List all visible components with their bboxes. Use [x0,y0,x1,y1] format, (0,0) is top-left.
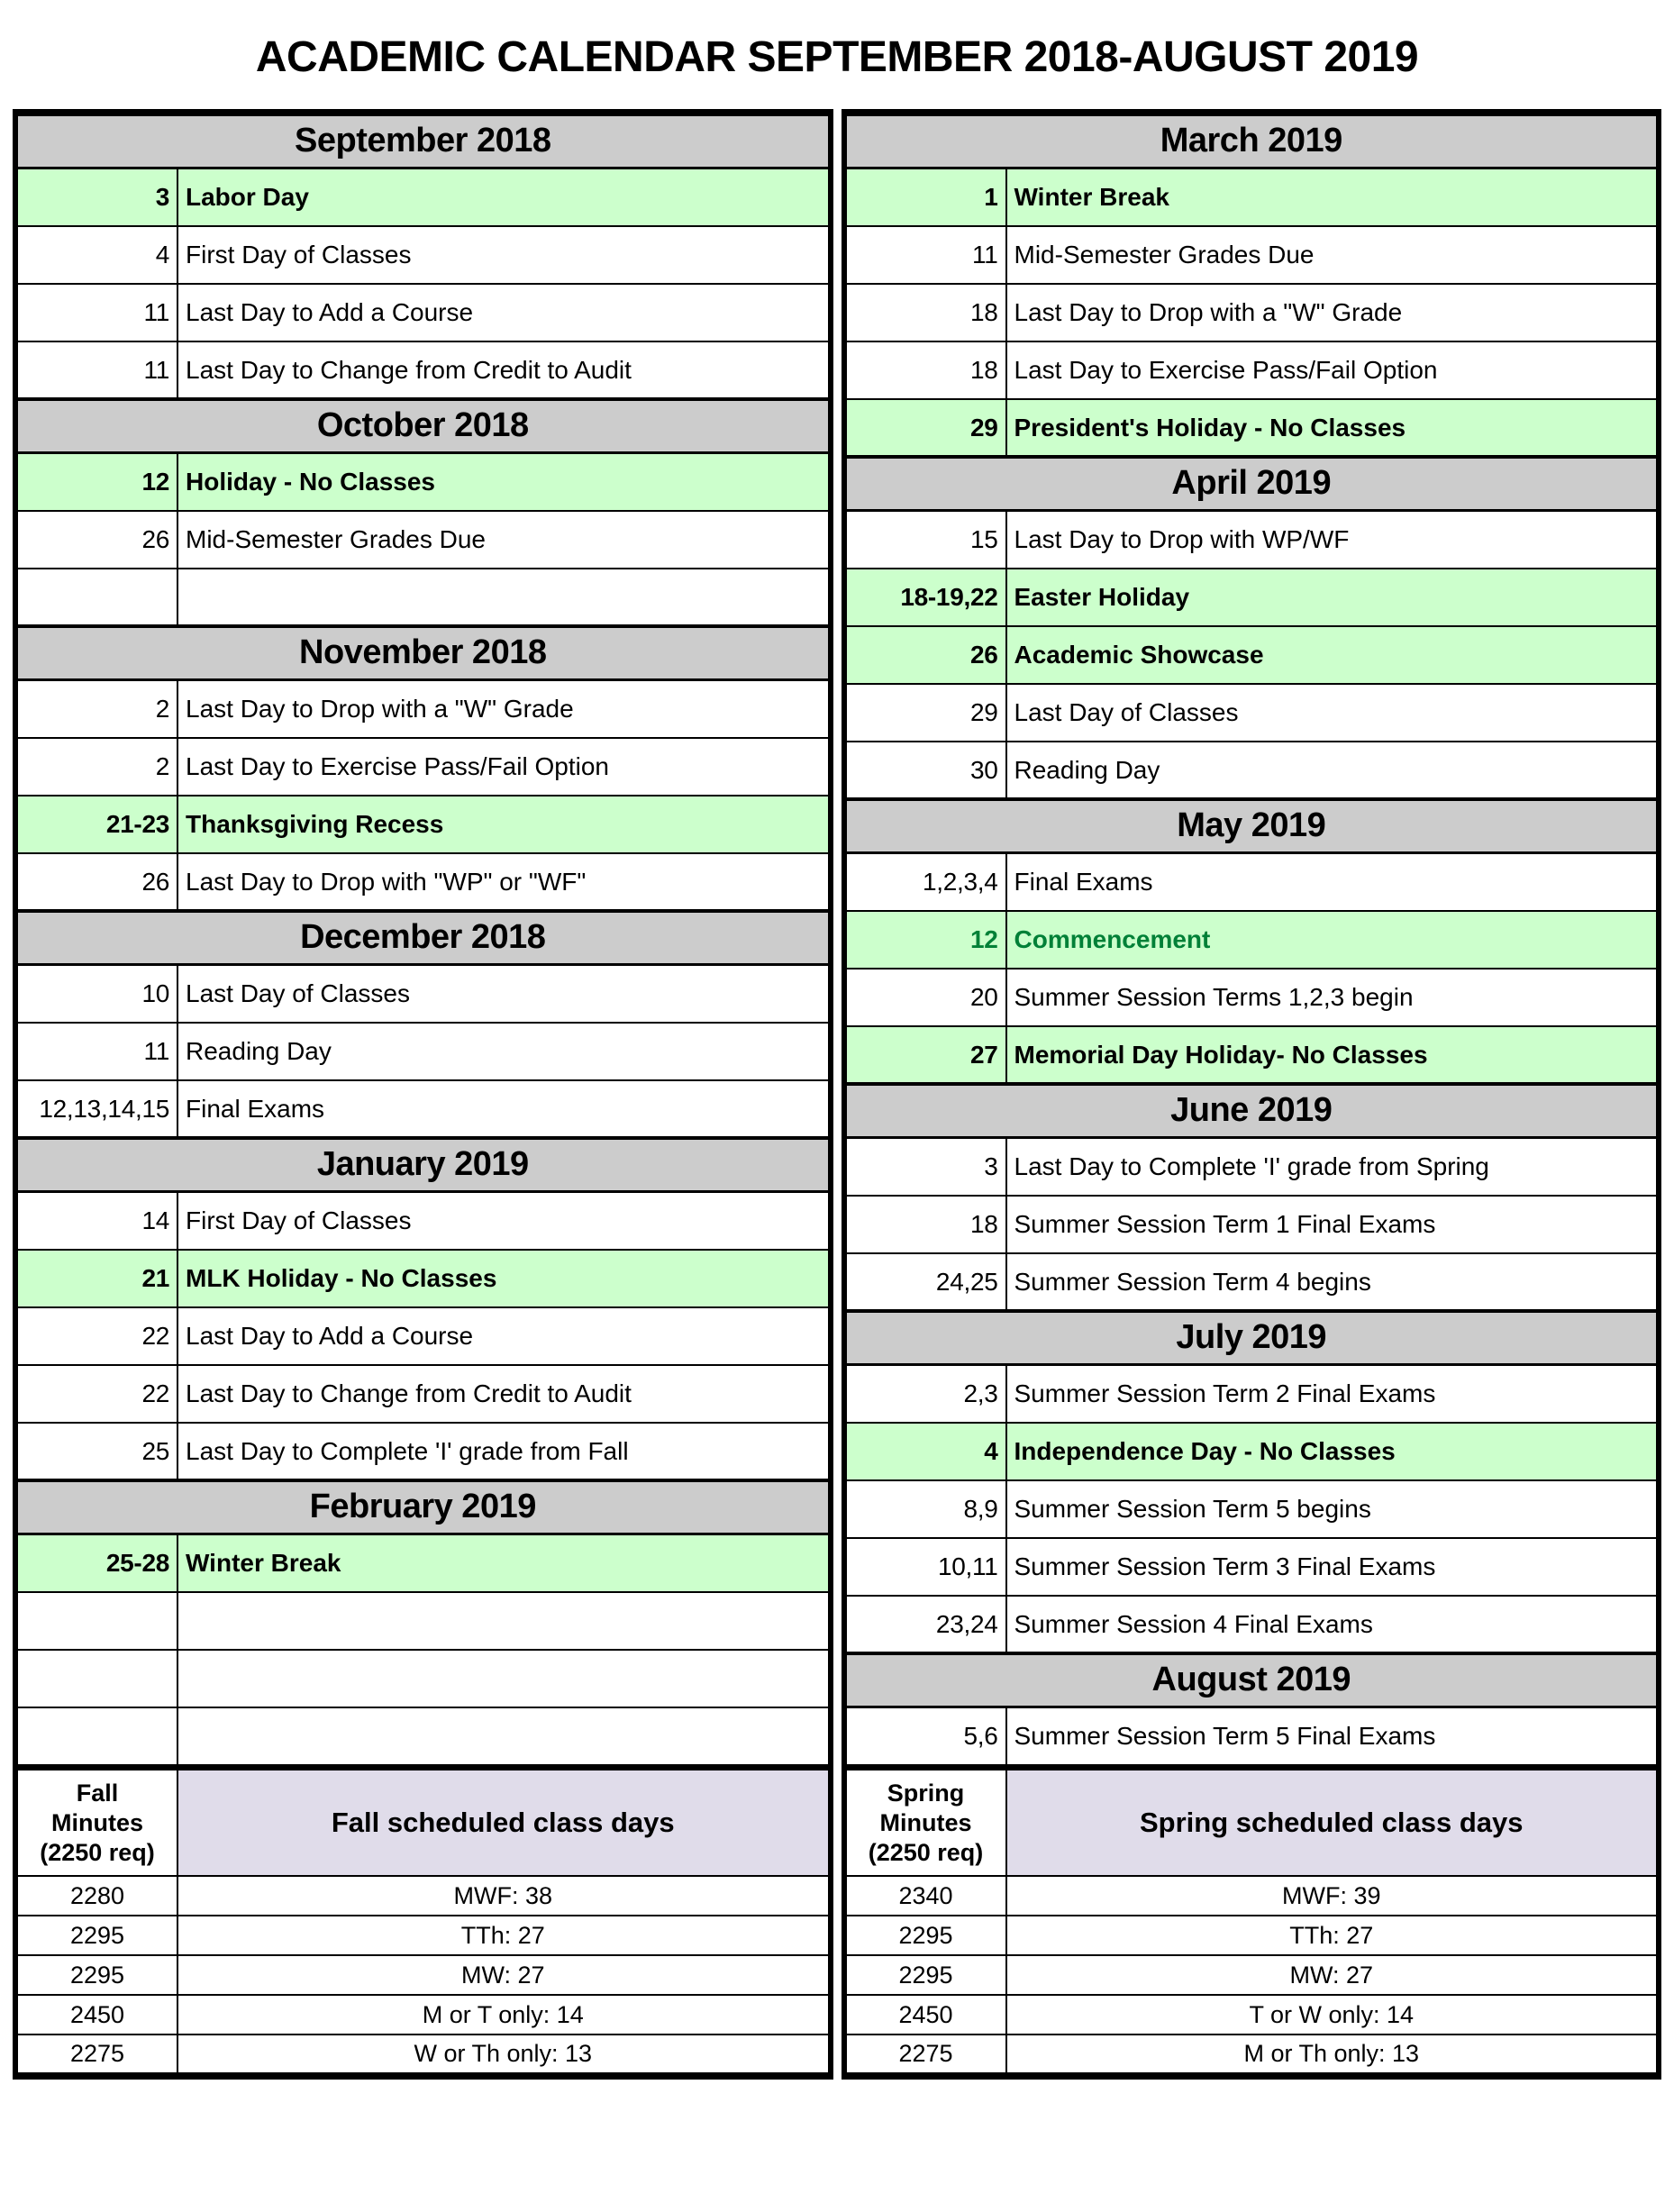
calendar-event-row [846,1480,1658,1538]
event-date: 11 [846,226,1006,284]
calendar-event-row [846,684,1658,742]
minutes-value: 2295 [846,1916,1006,1955]
event-description: Last Day to Change from Credit to Audit [177,1365,829,1423]
event-date: 26 [846,626,1006,684]
month-header-row [846,114,1658,168]
empty-row [17,569,829,626]
event-description: Reading Day [177,1023,829,1080]
event-description: Reading Day [1006,742,1658,799]
event-description: Final Exams [1006,853,1658,911]
calendar-event-row [17,1365,829,1423]
event-date: 30 [846,742,1006,799]
event-description: Last Day to Complete 'I' grade from Spring [1006,1138,1658,1196]
event-description: Summer Session Term 4 begins [1006,1253,1658,1311]
event-description: Winter Break [1006,168,1658,226]
month-header-label: January 2019 [17,1138,829,1192]
event-description: Mid-Semester Grades Due [1006,226,1658,284]
minutes-value: 2275 [846,2034,1006,2074]
event-date [17,1650,177,1707]
summary-row [17,1916,829,1955]
event-description: Summer Session Terms 1,2,3 begin [1006,969,1658,1026]
calendar-event-row [846,1423,1658,1480]
month-header-label: May 2019 [846,799,1658,853]
month-header-row [846,1653,1658,1707]
event-date: 29 [846,399,1006,457]
fall-summary-column [13,1766,833,2080]
month-header-label: November 2018 [17,626,829,680]
calendar-event-row [17,680,829,738]
calendar-event-row [17,1250,829,1307]
event-description: Last Day to Exercise Pass/Fail Option [1006,341,1658,399]
event-description: Commencement [1006,911,1658,969]
event-description: Last Day to Change from Credit to Audit [177,341,829,399]
calendar-event-row [846,911,1658,969]
summary-row [17,1876,829,1916]
calendar-event-row [17,1423,829,1480]
event-date: 23,24 [846,1596,1006,1653]
calendar-event-row [17,284,829,341]
calendar-event-row [846,226,1658,284]
month-header-row [846,1311,1658,1365]
event-description: Mid-Semester Grades Due [177,511,829,569]
month-header-row [17,1138,829,1192]
event-description: Summer Session Term 2 Final Exams [1006,1365,1658,1423]
summary-row [846,2034,1658,2074]
calendar-event-row [17,1534,829,1592]
calendar-right-column [842,109,1662,1766]
event-date: 22 [17,1365,177,1423]
class-days-value: T or W only: 14 [1006,1995,1658,2034]
minutes-value: 2280 [17,1876,177,1916]
event-description [177,1650,829,1707]
event-description: Final Exams [177,1080,829,1138]
month-header-row [17,114,829,168]
minutes-value: 2275 [17,2034,177,2074]
event-description: Labor Day [177,168,829,226]
event-date: 4 [17,226,177,284]
event-description: Last Day to Add a Course [177,1307,829,1365]
minutes-header-line: Fall [76,1779,119,1807]
calendar-event-row [17,738,829,796]
event-date: 18 [846,1196,1006,1253]
calendar-event-row [17,341,829,399]
event-date: 12 [846,911,1006,969]
month-header-label: February 2019 [17,1480,829,1534]
event-description: President's Holiday - No Classes [1006,399,1658,457]
calendar-event-row [17,453,829,511]
event-date [17,569,177,626]
event-date: 25-28 [17,1534,177,1592]
event-date: 10,11 [846,1538,1006,1596]
event-description: Last Day of Classes [1006,684,1658,742]
event-description: First Day of Classes [177,1192,829,1250]
minutes-header-label [846,1768,1006,1876]
calendar-event-row [17,1307,829,1365]
calendar-event-row [846,969,1658,1026]
event-description: Last Day to Drop with a "W" Grade [1006,284,1658,341]
summary-row [846,1995,1658,2034]
calendar-event-row [846,399,1658,457]
event-date: 4 [846,1423,1006,1480]
minutes-value: 2295 [17,1916,177,1955]
calendar-event-row [846,168,1658,226]
event-date: 27 [846,1026,1006,1084]
summary-row [846,1955,1658,1995]
event-description: Academic Showcase [1006,626,1658,684]
calendar-event-row [846,626,1658,684]
month-header-label: September 2018 [17,114,829,168]
empty-row [17,1592,829,1650]
summary-row [17,1995,829,2034]
event-description: Summer Session Term 3 Final Exams [1006,1538,1658,1596]
calendar-event-row [846,1538,1658,1596]
event-date: 3 [17,168,177,226]
calendar-event-row [17,965,829,1023]
calendar-event-row [846,1365,1658,1423]
class-days-value: M or T only: 14 [177,1995,829,2034]
calendar-event-row [17,1080,829,1138]
month-header-row [17,1480,829,1534]
calendar-event-row [846,569,1658,626]
event-date: 26 [17,511,177,569]
event-date: 29 [846,684,1006,742]
minutes-value: 2295 [17,1955,177,1995]
month-header-row [846,799,1658,853]
page-title: ACADEMIC CALENDAR SEPTEMBER 2018-AUGUST 2019 [255,33,1419,81]
event-description: Summer Session Term 5 begins [1006,1480,1658,1538]
summary-row [846,1916,1658,1955]
class-days-value: W or Th only: 13 [177,2034,829,2074]
event-date: 18 [846,284,1006,341]
event-date: 5,6 [846,1707,1006,1765]
minutes-header-line: (2250 req) [40,1838,155,1866]
event-description [177,569,829,626]
spring-summary-table [845,1766,1659,2077]
minutes-value: 2340 [846,1876,1006,1916]
month-header-row [846,457,1658,511]
month-header-row [17,911,829,965]
event-date: 12 [17,453,177,511]
calendar-event-row [846,742,1658,799]
event-date: 12,13,14,15 [17,1080,177,1138]
summary-row [17,2034,829,2074]
summary-row [846,1876,1658,1916]
event-description: Winter Break [177,1534,829,1592]
calendar-event-row [846,1196,1658,1253]
event-date [17,1592,177,1650]
event-description: Thanksgiving Recess [177,796,829,853]
event-date: 25 [17,1423,177,1480]
event-date: 24,25 [846,1253,1006,1311]
calendar-event-row [846,1138,1658,1196]
event-date: 2,3 [846,1365,1006,1423]
class-days-value: MWF: 38 [177,1876,829,1916]
event-description [177,1592,829,1650]
event-description: Independence Day - No Classes [1006,1423,1658,1480]
event-description: Last Day to Complete 'I' grade from Fall [177,1423,829,1480]
event-description: Last Day to Drop with WP/WF [1006,511,1658,569]
month-header-label: July 2019 [846,1311,1658,1365]
fall-summary-table [16,1766,830,2077]
event-date: 22 [17,1307,177,1365]
fall-months-table [16,113,830,1766]
minutes-header-line: Spring [887,1779,965,1807]
spring-summary-column [842,1766,1662,2080]
event-date: 10 [17,965,177,1023]
class-days-value: TTh: 27 [1006,1916,1658,1955]
calendar-event-row [846,284,1658,341]
event-description: Summer Session Term 5 Final Exams [1006,1707,1658,1765]
calendar-left-column [13,109,833,1766]
minutes-value: 2450 [846,1995,1006,2034]
event-description: Last Day to Exercise Pass/Fail Option [177,738,829,796]
calendar-event-row [846,1253,1658,1311]
event-date: 20 [846,969,1006,1026]
event-description: Easter Holiday [1006,569,1658,626]
event-date: 21 [17,1250,177,1307]
event-date: 1,2,3,4 [846,853,1006,911]
minutes-header-line: Minutes [879,1808,972,1836]
event-description: Last Day to Add a Course [177,284,829,341]
event-date [17,1707,177,1765]
calendar-grid [13,109,1661,1766]
minutes-header-line: Minutes [50,1808,143,1836]
month-header-row [846,1084,1658,1138]
event-date: 11 [17,284,177,341]
event-date: 11 [17,1023,177,1080]
event-description: Summer Session 4 Final Exams [1006,1596,1658,1653]
event-description: Summer Session Term 1 Final Exams [1006,1196,1658,1253]
calendar-event-row [17,168,829,226]
event-date: 21-23 [17,796,177,853]
minutes-value: 2295 [846,1955,1006,1995]
class-days-header-label: Spring scheduled class days [1006,1768,1658,1876]
calendar-event-row [17,853,829,911]
month-header-label: April 2019 [846,457,1658,511]
month-header-label: December 2018 [17,911,829,965]
event-date: 2 [17,680,177,738]
empty-row [17,1650,829,1707]
event-date: 11 [17,341,177,399]
calendar-event-row [17,1023,829,1080]
class-days-value: M or Th only: 13 [1006,2034,1658,2074]
month-header-label: August 2019 [846,1653,1658,1707]
class-days-value: TTh: 27 [177,1916,829,1955]
summary-header-row [17,1768,829,1876]
calendar-event-row [846,1026,1658,1084]
calendar-event-row [846,1707,1658,1765]
class-days-summary [13,1766,1661,2080]
month-header-label: October 2018 [17,399,829,453]
event-date: 1 [846,168,1006,226]
minutes-header-label [17,1768,177,1876]
summary-header-row [846,1768,1658,1876]
event-description [177,1707,829,1765]
event-description: Last Day to Drop with a "W" Grade [177,680,829,738]
calendar-event-row [846,1596,1658,1653]
class-days-value: MWF: 39 [1006,1876,1658,1916]
event-date: 2 [17,738,177,796]
calendar-event-row [846,341,1658,399]
event-date: 18-19,22 [846,569,1006,626]
minutes-header-line: (2250 req) [868,1838,984,1866]
calendar-event-row [17,1192,829,1250]
month-header-row [17,626,829,680]
class-days-value: MW: 27 [177,1955,829,1995]
event-date: 14 [17,1192,177,1250]
event-description: Holiday - No Classes [177,453,829,511]
month-header-row [17,399,829,453]
minutes-value: 2450 [17,1995,177,2034]
event-description: First Day of Classes [177,226,829,284]
calendar-event-row [17,226,829,284]
summary-row [17,1955,829,1995]
month-header-label: March 2019 [846,114,1658,168]
event-date: 15 [846,511,1006,569]
event-description: Last Day to Drop with "WP" or "WF" [177,853,829,911]
event-date: 26 [17,853,177,911]
month-header-label: June 2019 [846,1084,1658,1138]
calendar-event-row [17,511,829,569]
calendar-event-row [17,796,829,853]
calendar-event-row [846,853,1658,911]
class-days-header-label: Fall scheduled class days [177,1768,829,1876]
event-date: 18 [846,341,1006,399]
class-days-value: MW: 27 [1006,1955,1658,1995]
event-description: Last Day of Classes [177,965,829,1023]
event-description: MLK Holiday - No Classes [177,1250,829,1307]
event-date: 8,9 [846,1480,1006,1538]
spring-months-table [845,113,1659,1766]
event-date: 3 [846,1138,1006,1196]
calendar-event-row [846,511,1658,569]
empty-row [17,1707,829,1765]
event-description: Memorial Day Holiday- No Classes [1006,1026,1658,1084]
